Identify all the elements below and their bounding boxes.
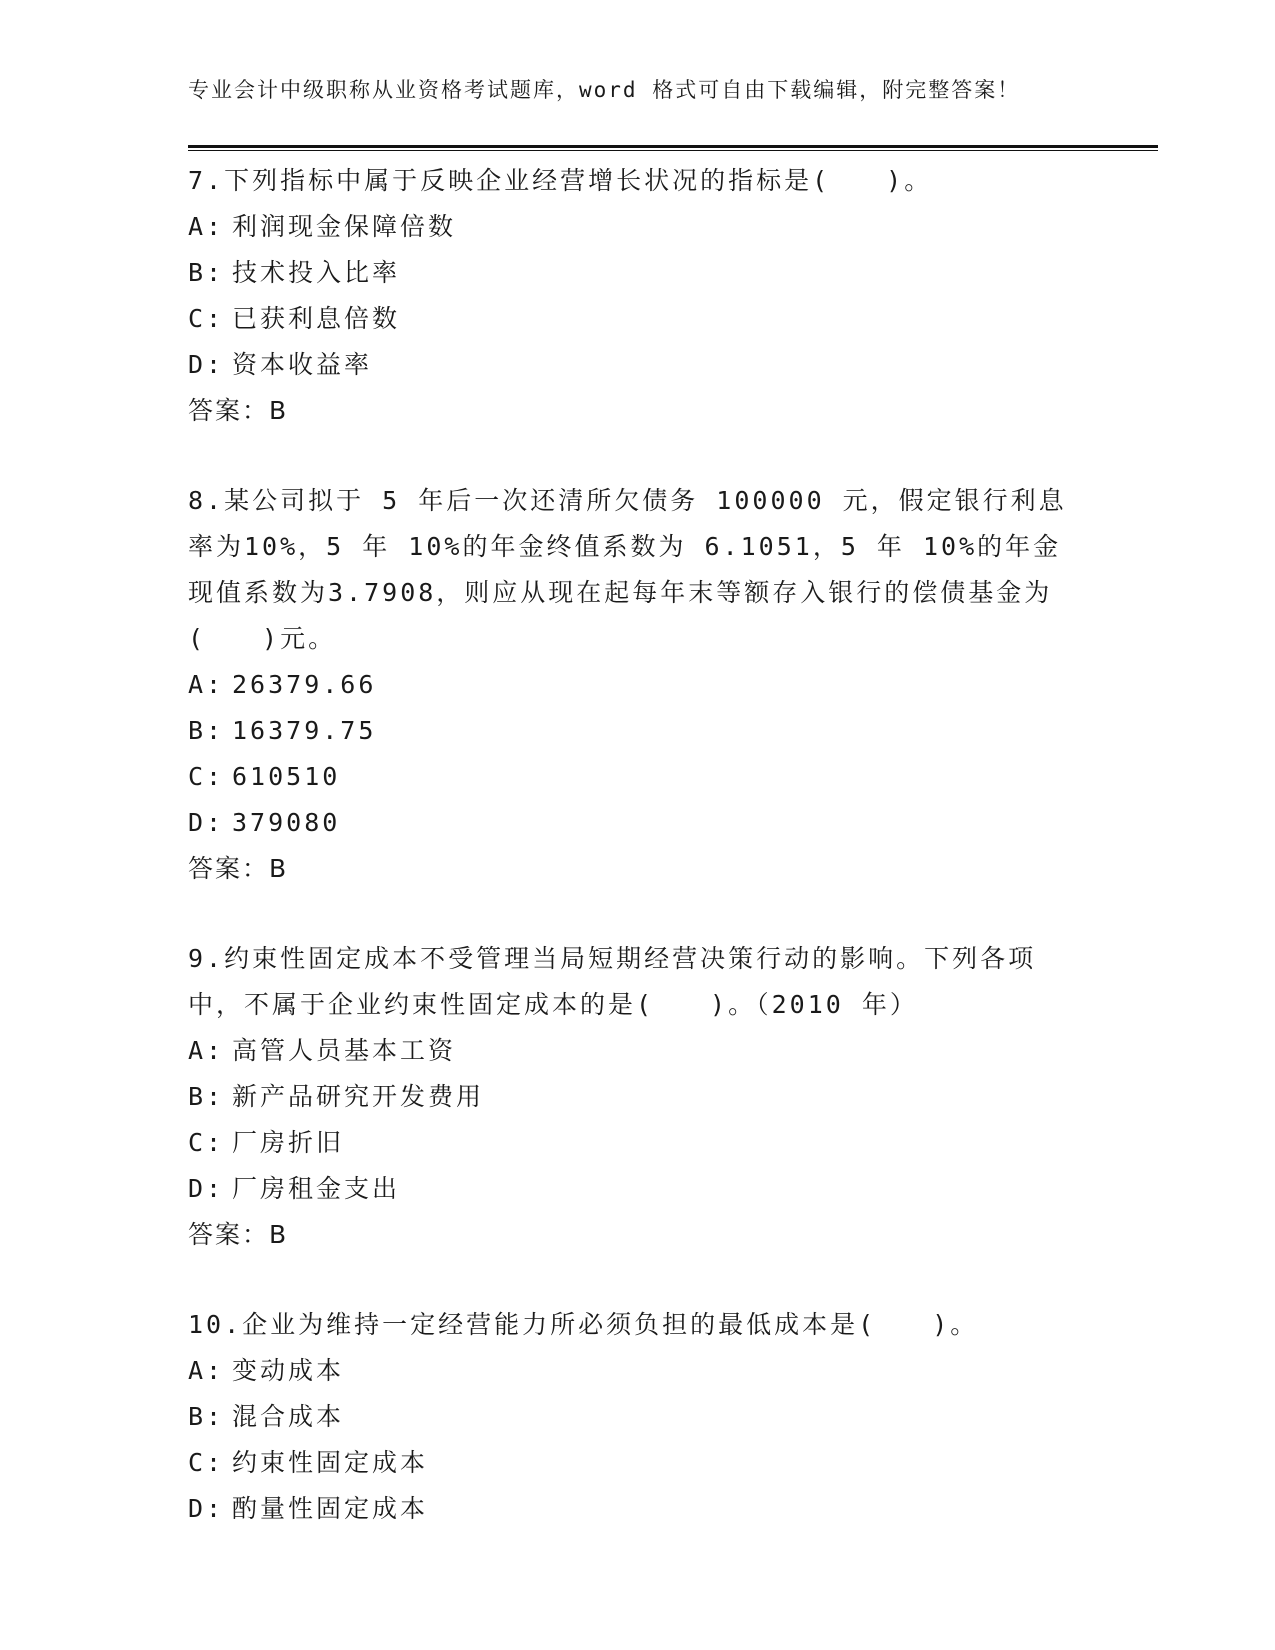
option-letter: C: [188,304,225,333]
option-text: 379080 [232,808,341,837]
option-d [188,800,1088,846]
option-a [188,1028,1088,1074]
option-a [188,204,1088,250]
question-7 [188,158,1088,434]
option-c [188,296,1088,342]
option-c [188,1120,1088,1166]
option-text: 酌量性固定成本 [232,1494,429,1523]
option-a [188,1348,1088,1394]
option-text: 约束性固定成本 [232,1448,429,1477]
option-letter: B: [188,258,225,287]
option-text: 高管人员基本工资 [232,1036,457,1065]
question-stem: 10.企业为维持一定经营能力所必须负担的最低成本是( )。 [188,1310,979,1339]
header-divider [188,145,1158,151]
option-c [188,1440,1088,1486]
question-list [188,158,1088,1576]
option-text: 利润现金保障倍数 [232,212,457,241]
option-d [188,342,1088,388]
option-letter: D: [188,350,225,379]
option-letter: A: [188,1356,225,1385]
option-c [188,754,1088,800]
option-letter: C: [188,762,225,791]
option-b [188,1394,1088,1440]
question-9 [188,936,1088,1258]
option-letter: B: [188,716,225,745]
answer-line: 答案：B [188,1220,289,1249]
question-stem: 9.约束性固定成本不受管理当局短期经营决策行动的影响。下列各项中，不属于企业约束性固定成本的是( )。（2010 年） [188,944,1037,1019]
option-letter: B: [188,1402,225,1431]
option-d [188,1166,1088,1212]
option-text: 技术投入比率 [232,258,401,287]
option-b [188,1074,1088,1120]
question-stem: 8.某公司拟于 5 年后一次还清所欠债务 100000 元，假定银行利息率为10%，5 年 10%的年金终值系数为 6.1051，5 年 10%的年金现值系数为3.7908，则应从现在起每年末等额存入银行的偿债基金为( )元。 [188,486,1067,653]
option-text: 16379.75 [232,716,377,745]
page-header: 专业会计中级职称从业资格考试题库，word 格式可自由下载编辑，附完整答案！ [188,78,1021,102]
option-text: 资本收益率 [232,350,373,379]
option-a [188,662,1088,708]
option-text: 新产品研究开发费用 [232,1082,485,1111]
option-b [188,250,1088,296]
option-text: 厂房租金支出 [232,1174,401,1203]
answer-line: 答案：B [188,396,289,425]
answer-line: 答案：B [188,854,289,883]
option-text: 已获利息倍数 [232,304,401,333]
option-b [188,708,1088,754]
option-letter: A: [188,670,225,699]
option-letter: D: [188,1174,225,1203]
question-10 [188,1302,1088,1532]
option-text: 610510 [232,762,341,791]
option-letter: D: [188,808,225,837]
question-stem: 7.下列指标中属于反映企业经营增长状况的指标是( )。 [188,166,933,195]
option-text: 厂房折旧 [232,1128,345,1157]
option-letter: A: [188,1036,225,1065]
option-letter: B: [188,1082,225,1111]
option-text: 变动成本 [232,1356,345,1385]
option-d [188,1486,1088,1532]
option-text: 混合成本 [232,1402,345,1431]
question-8 [188,478,1088,892]
option-letter: C: [188,1448,225,1477]
option-letter: C: [188,1128,225,1157]
option-letter: A: [188,212,225,241]
option-text: 26379.66 [232,670,377,699]
option-letter: D: [188,1494,225,1523]
